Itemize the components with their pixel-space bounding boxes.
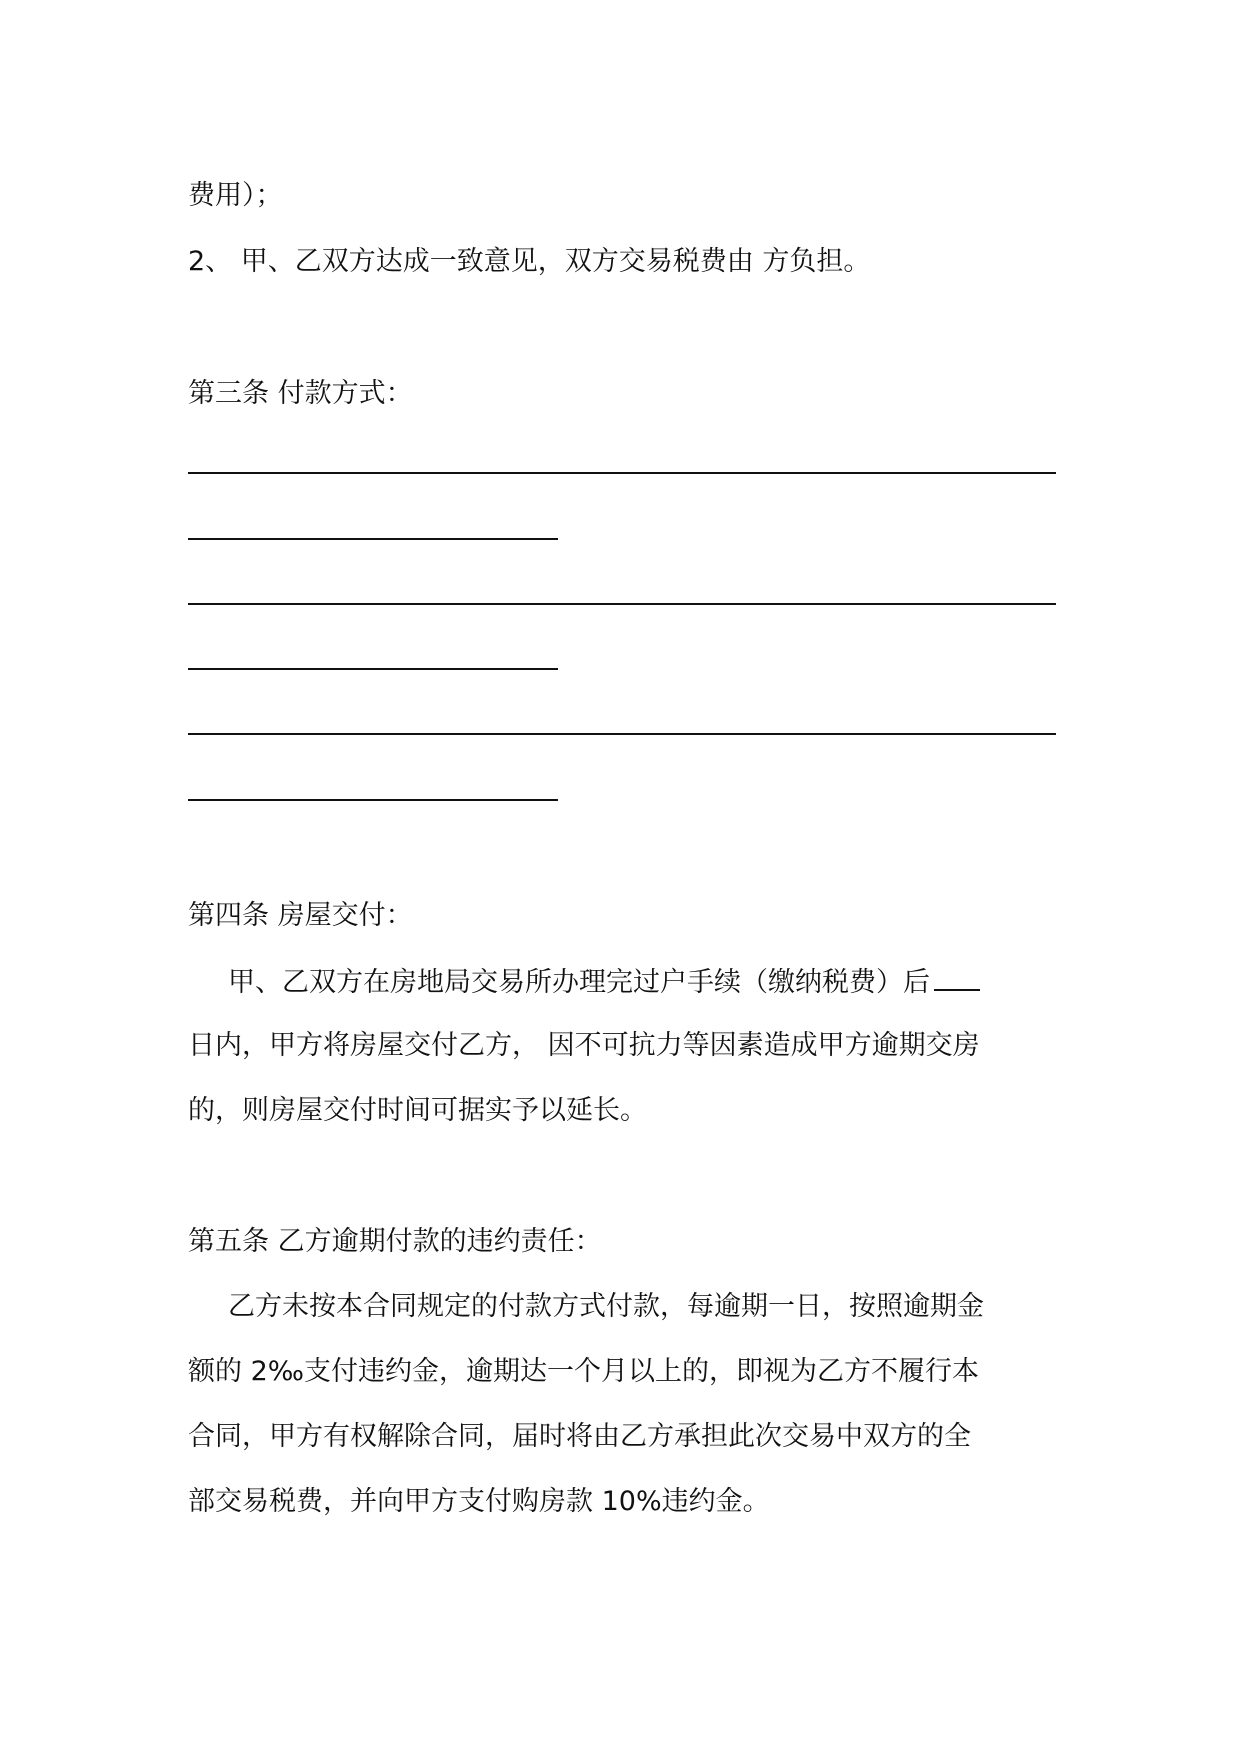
payment-blank-line-6 <box>188 799 558 801</box>
payment-blank-line-3 <box>188 603 1056 605</box>
payment-blank-line-2 <box>188 538 558 540</box>
article-4-para-line-1 <box>228 961 980 1003</box>
article-5-para-line-4: 部交易税费，并向甲方支付购房款 10%违约金。 <box>188 1486 770 1517</box>
fee-continuation-line: 费用）； <box>188 180 283 211</box>
article-5-heading: 第五条 乙方逾期付款的违约责任： <box>188 1226 602 1257</box>
article-4-heading: 第四条 房屋交付： <box>188 900 413 931</box>
tax-burden-clause: 2、 甲、乙双方达成一致意见，双方交易税费由 方负担。 <box>188 246 871 277</box>
days-blank <box>934 961 980 991</box>
article-4-para-text: 甲、乙双方在房地局交易所办理完过户手续（缴纳税费）后 <box>228 967 930 998</box>
payment-blank-line-4 <box>188 668 558 670</box>
payment-blank-line-5 <box>188 733 1056 735</box>
payment-blank-line-1 <box>188 472 1056 474</box>
article-4-para-line-3: 的，则房屋交付时间可据实予以延长。 <box>188 1095 647 1126</box>
article-3-heading: 第三条 付款方式： <box>188 378 413 409</box>
article-5-para-line-1: 乙方未按本合同规定的付款方式付款，每逾期一日，按照逾期金 <box>228 1291 984 1322</box>
article-5-para-line-3: 合同，甲方有权解除合同，届时将由乙方承担此次交易中双方的全 <box>188 1421 971 1452</box>
article-5-para-line-2: 额的 2‰支付违约金，逾期达一个月以上的，即视为乙方不履行本 <box>188 1356 979 1387</box>
article-4-para-line-2: 日内，甲方将房屋交付乙方， 因不可抗力等因素造成甲方逾期交房 <box>188 1030 980 1061</box>
